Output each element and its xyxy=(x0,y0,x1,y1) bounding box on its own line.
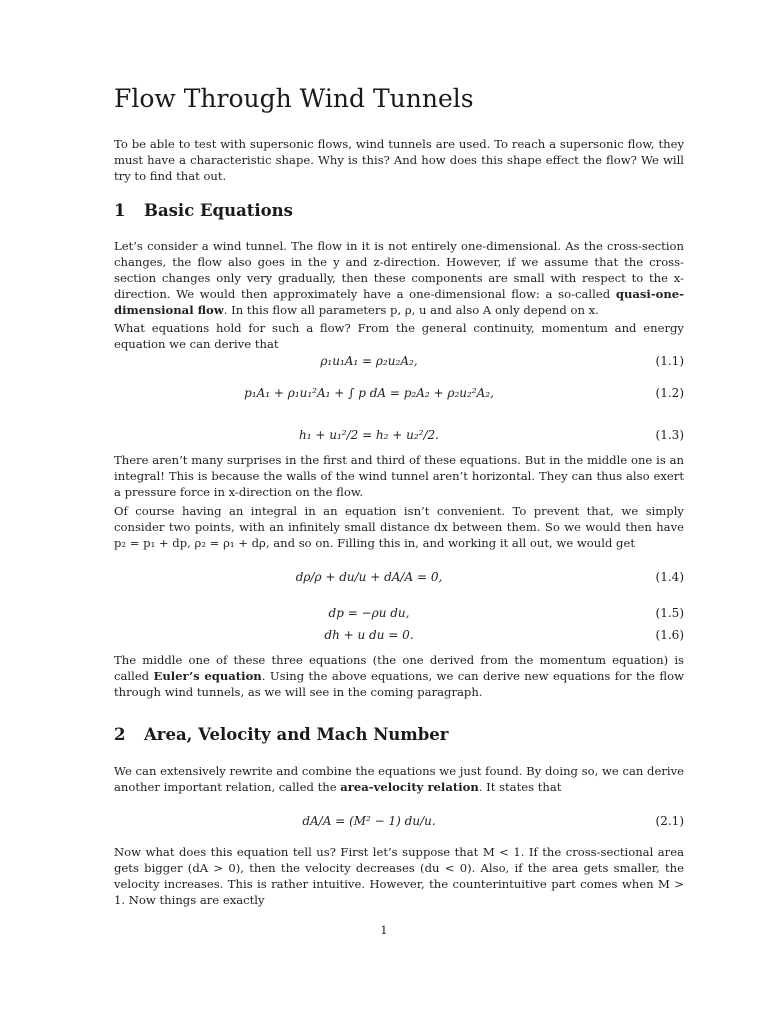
section-title: Basic Equations xyxy=(144,201,293,220)
equation-text: dρ/ρ + du/u + dA/A = 0, xyxy=(295,570,443,584)
term-area-velocity-relation: area-velocity relation xyxy=(340,780,479,794)
equation-number: (1.6) xyxy=(655,628,684,642)
equation-1-3 xyxy=(114,424,684,448)
equation-number: (1.5) xyxy=(655,606,684,620)
paragraph-text: . In this flow all parameters p, ρ, u and also A only depend on x. xyxy=(223,303,599,317)
paragraph-text: Let’s consider a wind tunnel. The flow in it is not entirely one-dimensional. As the cross-section changes, the flow also goes in the y and z-direction. However, if we assume that the cross-section changes only very gradually, then these components are small with respect to the x-direction. We would then approximately have a one-dimensional flow: a so-called xyxy=(114,239,684,301)
paragraph-quasi-one-dimensional xyxy=(114,238,684,318)
equation-1-2 xyxy=(114,382,684,406)
equation-1-6 xyxy=(114,624,684,648)
page-number: 1 xyxy=(380,923,388,937)
paragraph-area-velocity-relation xyxy=(114,763,684,795)
intro-paragraph: To be able to test with supersonic flows, wind tunnels are used. To reach a supersonic flow, they must have a characteristic shape. Why is this? And how does this shape effect the flow? We will try to find that out. xyxy=(114,137,684,183)
equation-text: h₁ + u₁²/2 = h₂ + u₂²/2. xyxy=(299,428,439,442)
equation-text: p₁A₁ + ρ₁u₁²A₁ + ∫ p dA = p₂A₂ + ρ₂u₂²A₂, xyxy=(244,386,494,400)
paragraph-text: . Using the above equations, we can derive new equations for the flow through wind tunnels, as we will see in the coming paragraph. xyxy=(114,669,684,699)
term-quasi-one-dimensional-flow: quasi-one-dimensional flow xyxy=(114,287,684,317)
equation-number: (1.4) xyxy=(655,570,684,584)
page-title: Flow Through Wind Tunnels xyxy=(114,84,474,113)
term-eulers-equation: Euler’s equation xyxy=(153,669,262,683)
equation-1-4 xyxy=(114,566,684,590)
equation-number: (1.3) xyxy=(655,428,684,442)
equation-1-5 xyxy=(114,602,684,626)
section-title: Area, Velocity and Mach Number xyxy=(144,725,449,744)
section-heading-area-velocity-mach xyxy=(114,725,448,744)
paragraph-euler-equation xyxy=(114,652,684,700)
equation-number: (2.1) xyxy=(655,814,684,828)
equation-number: (1.2) xyxy=(655,386,684,400)
paragraph-integral-note: There aren’t many surprises in the first and third of these equations. But in the middle one is an integral! This is because the walls of the wind tunnel aren’t horizontal. They can thus also exert a pressure force in x-direction on the flow. xyxy=(114,453,684,499)
paragraph-infinitesimal: Of course having an integral in an equation isn’t convenient. To prevent that, we simply consider two points, with an infinitely small distance dx between them. So we would then have p₂ = p₁ + dp, ρ₂ = ρ₁ + dρ, and so on. Filling this in, and working it all out, we would get xyxy=(114,504,684,550)
equation-number: (1.1) xyxy=(655,354,684,368)
equation-1-1 xyxy=(114,350,684,374)
paragraph-text: The middle one of these three equations (the one derived from the momentum equation) is called xyxy=(114,653,684,683)
equation-text: dA/A = (M² − 1) du/u. xyxy=(302,814,436,828)
paragraph-equations-intro: What equations hold for such a flow? From the general continuity, momentum and energy equation we can derive that xyxy=(114,321,684,351)
paragraph-text: . It states that xyxy=(478,780,562,794)
equation-text: dh + u du = 0. xyxy=(324,628,414,642)
paragraph-text: We can extensively rewrite and combine the equations we just found. By doing so, we can derive another important relation, called the xyxy=(114,764,684,794)
section-number: 1 xyxy=(114,201,126,220)
equation-2-1 xyxy=(114,810,684,834)
paragraph-mach-discussion: Now what does this equation tell us? First let’s suppose that M < 1. If the cross-sectional area gets bigger (dA > 0), then the velocity decreases (du < 0). Also, if the area gets smaller, the velocity increases. This is rather intuitive. However, the counterintuitive part comes when M > 1. Now things are exactly xyxy=(114,845,684,907)
equation-text: dp = −ρu du, xyxy=(328,606,410,620)
section-heading-basic-equations xyxy=(114,201,293,220)
equation-text: ρ₁u₁A₁ = ρ₂u₂A₂, xyxy=(320,354,418,368)
section-number: 2 xyxy=(114,725,126,744)
